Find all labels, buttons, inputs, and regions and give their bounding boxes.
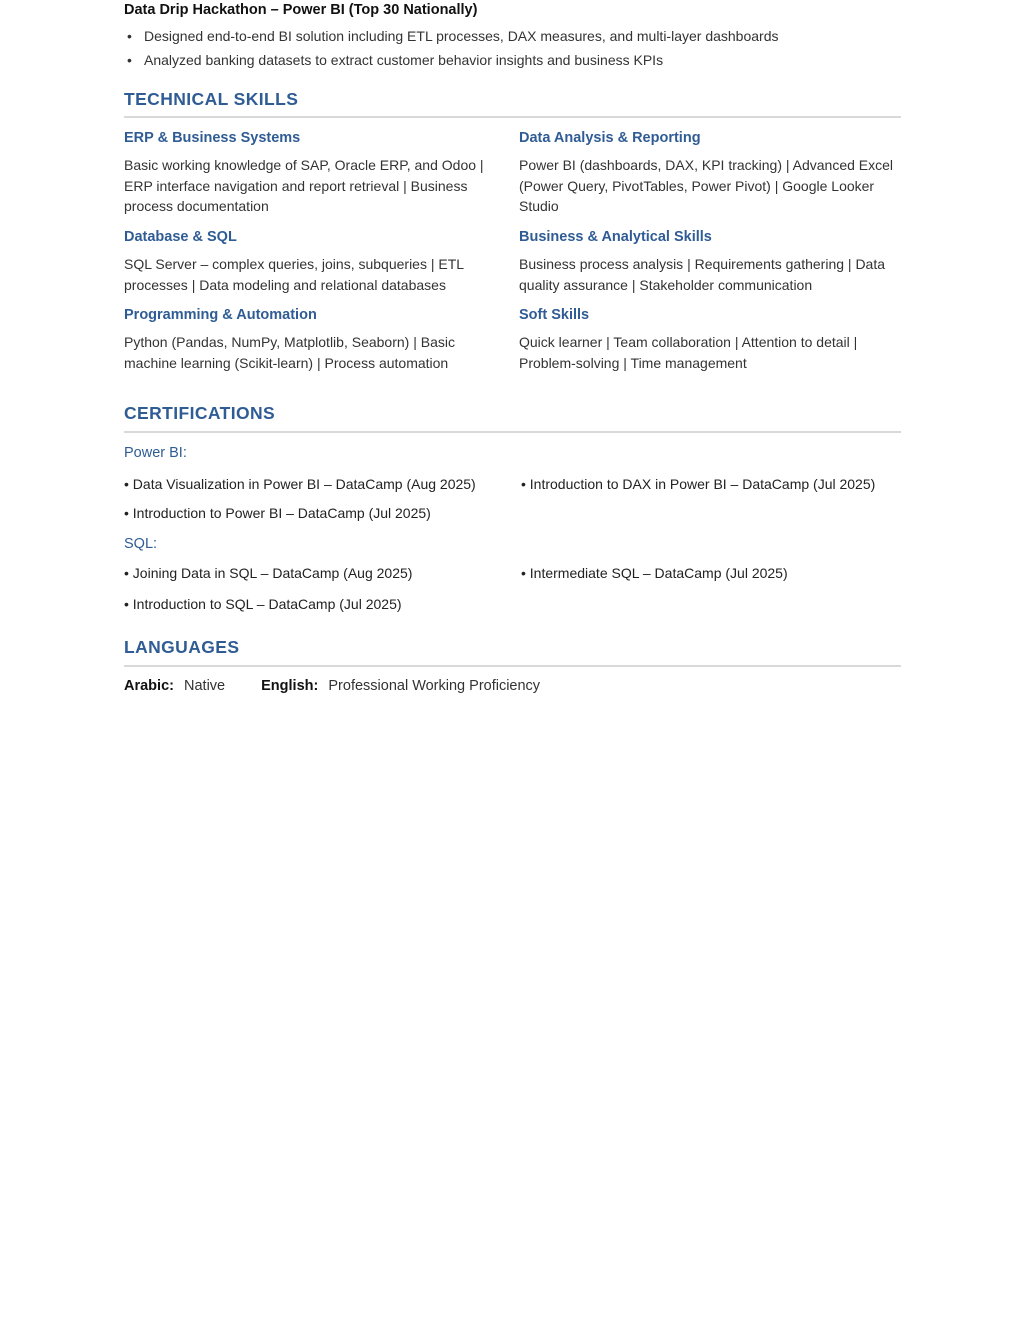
project-title: Data Drip Hackathon – Power BI (Top 30 Nationally) [124, 2, 478, 18]
language-name: English: [261, 678, 319, 694]
cert-group-label: Power BI: [124, 445, 187, 461]
skill-block-soft-skills [519, 306, 899, 373]
section-divider [124, 431, 901, 433]
skill-title: Soft Skills [519, 307, 590, 323]
cert-item: • Intermediate SQL – DataCamp (Jul 2025) [521, 565, 788, 581]
project-bullet: • Analyzed banking datasets to extract customer behavior insights and business KPIs [124, 48, 778, 72]
cert-item: • Introduction to Power BI – DataCamp (Jul 2025) [124, 505, 431, 521]
project-bullets [124, 24, 778, 72]
section-title-technical-skills: TECHNICAL SKILLS [124, 89, 299, 109]
project-bullet: • Designed end-to-end BI solution including ETL processes, DAX measures, and multi-layer dashboards [124, 24, 778, 48]
skill-title: Programming & Automation [124, 307, 317, 323]
cert-item: • Joining Data in SQL – DataCamp (Aug 2025) [124, 565, 413, 581]
section-title-certifications: CERTIFICATIONS [124, 403, 276, 423]
language-name: Arabic: [124, 678, 174, 694]
section-divider [124, 665, 901, 667]
cert-group-label: SQL: [124, 536, 158, 552]
skill-text: Power BI (dashboards, DAX, KPI tracking) | Advanced Excel (Power Query, PivotTables, Power Pivot) | Google Looker Studio [519, 157, 894, 214]
skill-title: Database & SQL [124, 229, 237, 245]
skill-block-business [519, 228, 899, 295]
section-divider [124, 116, 901, 118]
skill-title: Business & Analytical Skills [519, 229, 712, 245]
language-level: Professional Working Proficiency [328, 678, 541, 694]
skill-block-erp [124, 129, 504, 217]
skill-text: Python (Pandas, NumPy, Matplotlib, Seaborn) | Basic machine learning (Scikit-learn) | Process automation [124, 334, 455, 371]
skill-block-data-analysis [519, 129, 899, 217]
skill-title: ERP & Business Systems [124, 130, 301, 146]
skill-title: Data Analysis & Reporting [519, 130, 701, 146]
skill-text: SQL Server – complex queries, joins, subqueries | ETL processes | Data modeling and relational databases [124, 256, 464, 293]
skill-block-programming [124, 306, 504, 373]
skill-text: Basic working knowledge of SAP, Oracle ERP, and Odoo | ERP interface navigation and report retrieval | Business process documentation [124, 157, 484, 214]
cert-item: • Data Visualization in Power BI – DataCamp (Aug 2025) [124, 476, 476, 492]
cert-item: • Introduction to DAX in Power BI – DataCamp (Jul 2025) [521, 476, 876, 492]
skill-text: Business process analysis | Requirements gathering | Data quality assurance | Stakeholder communication [519, 256, 886, 293]
cert-item: • Introduction to SQL – DataCamp (Jul 2025) [124, 596, 402, 612]
section-title-languages: LANGUAGES [124, 637, 240, 657]
language-level: Native [184, 678, 226, 694]
skill-block-database [124, 228, 504, 295]
languages-row [124, 677, 540, 695]
skill-text: Quick learner | Team collaboration | Attention to detail | Problem-solving | Time management [519, 334, 858, 371]
